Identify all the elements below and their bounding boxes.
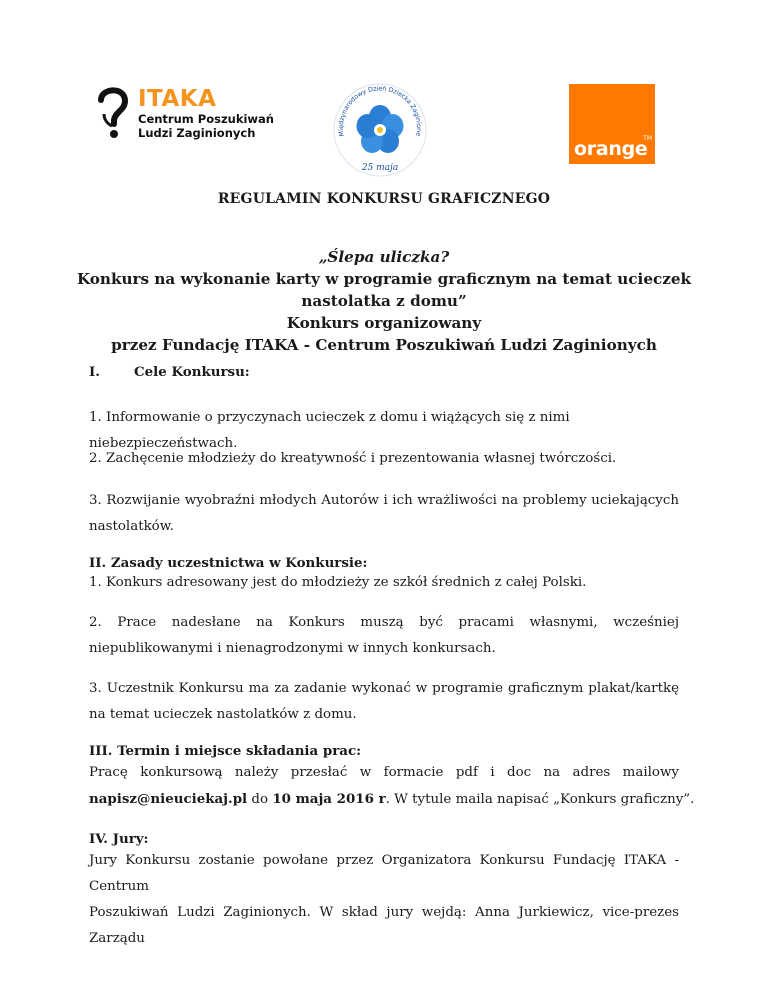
heading-line-5: przez Fundację ITAKA - Centrum Poszukiwań Ludzi Zaginionych	[111, 336, 657, 354]
section-3-line-1: Pracę konkursową należy przesłać w formacie pdf i doc na adres mailowy	[89, 765, 679, 780]
missing-children-day-logo	[330, 78, 430, 180]
logo-arc-text: Międzynarodowy Dzień Dziecka Zaginione	[337, 85, 423, 137]
section-4-text	[89, 848, 679, 952]
section-2-item-2: 2. Prace nadesłane na Konkurs muszą być pracami własnymi, wcześniej niepublikowanymi i nienagrodzonymi w innych konkursach.	[89, 615, 679, 656]
orange-trademark: TM	[643, 135, 652, 142]
heading-line-1: „Ślepa uliczka?	[318, 248, 450, 266]
contest-heading	[40, 246, 728, 356]
orange-logo	[569, 84, 655, 164]
itaka-logo-subtitle-2: Ludzi Zaginionych	[138, 126, 256, 140]
logo-date-text: 25 maja	[361, 163, 399, 173]
contact-email: napisz@nieuciekaj.pl	[89, 791, 248, 807]
section-3-text	[89, 760, 695, 813]
section-4-line-1: Jury Konkursu zostanie powołane przez Organizatora Konkursu Fundację ITAKA - Centrum	[89, 853, 679, 894]
section-4-title: IV. Jury:	[89, 831, 149, 847]
heading-line-2: Konkurs na wykonanie karty w programie graficznym na temat ucieczek	[76, 270, 692, 288]
section-2-item-3: 3. Uczestnik Konkursu ma za zadanie wykonać w programie graficznym plakat/kartkę na temat ucieczek nastolatków z domu.	[89, 681, 679, 722]
heading-line-3: nastolatka z domu”	[301, 292, 467, 310]
section-1-item-3: 3. Rozwijanie wyobraźni młodych Autorów i ich wrażliwości na problemy uciekających nastolatków.	[89, 493, 679, 534]
document-title: REGULAMIN KONKURSU GRAFICZNEGO	[217, 191, 551, 207]
section-4-line-2: Poszukiwań Ludzi Zaginionych. W skład jury wejdą: Anna Jurkiewicz, vice-prezes Zarządu	[89, 905, 679, 946]
orange-wordmark: orange	[574, 138, 648, 160]
section-2-item-1: 1. Konkurs adresowany jest do młodzieży ze szkół średnich z całej Polski.	[89, 575, 587, 590]
section-1-number: I.	[89, 364, 100, 380]
section-3-to: do	[247, 792, 273, 807]
itaka-logo	[96, 84, 274, 140]
forget-me-not-flower-icon	[330, 78, 430, 180]
section-3-tail: . W tytule maila napisać „Konkurs graficzny”.	[385, 792, 695, 807]
section-2-title: II. Zasady uczestnictwa w Konkursie:	[89, 555, 368, 571]
heading-line-4: Konkurs organizowany	[286, 314, 482, 332]
section-3-title: III. Termin i miejsce składania prac:	[89, 743, 362, 759]
submission-deadline: 10 maja 2016 r	[272, 791, 386, 807]
section-1-title: Cele Konkursu:	[134, 364, 250, 380]
section-1-item-1: 1. Informowanie o przyczynach ucieczek z domu i wiążących się z nimi niebezpieczeństwach.	[89, 410, 570, 451]
section-3-line-2	[89, 786, 695, 813]
itaka-logo-subtitle-1: Centrum Poszukiwań	[138, 112, 274, 126]
section-1-item-2: 2. Zachęcenie młodzieży do kreatywność i prezentowania własnej twórczości.	[89, 451, 617, 466]
itaka-logo-title: ITAKA	[138, 86, 217, 112]
question-mark-icon	[96, 84, 130, 140]
